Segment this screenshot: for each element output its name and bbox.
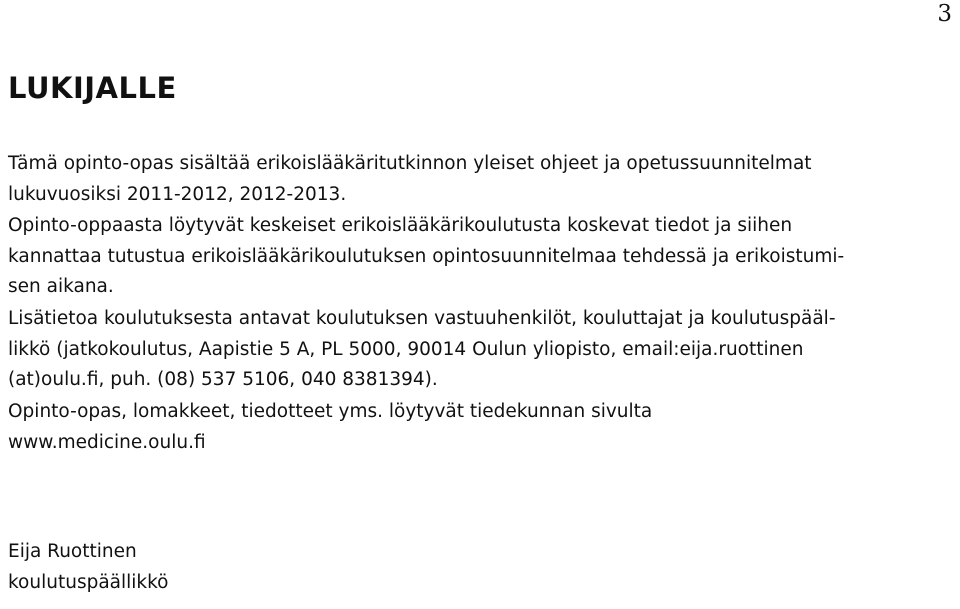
text-line: Lisätietoa koulutuksesta antavat koulutuksen vastuuhenkilöt, kouluttajat ja koulutuspääl- xyxy=(8,308,836,329)
text-line: kannattaa tutustua erikoislääkärikoulutuksen opintosuunnitelmaa tehdessä ja erikoistumi- xyxy=(8,245,845,267)
website-paragraph xyxy=(8,397,953,458)
text-line: Opinto-opas, lomakkeet, tiedotteet yms. löytyvät tiedekunnan sivulta xyxy=(8,401,653,422)
page-number: 3 xyxy=(937,1,952,27)
guide-info-paragraph xyxy=(8,211,953,303)
text-line: likkö (jatkokoulutus, Aapistie 5 A, PL 5000, 90014 Oulun yliopisto, email:eija.ruottinen xyxy=(8,338,804,360)
text-line: sen aikana. xyxy=(8,276,114,297)
signature-name: Eija Ruottinen xyxy=(8,541,137,562)
signature-block xyxy=(8,537,953,598)
contact-paragraph xyxy=(8,304,953,396)
text-line: (at)oulu.fi, puh. (08) 537 5106, 040 8381394). xyxy=(8,369,438,390)
text-line: Opinto-oppaasta löytyvät keskeiset erikoislääkärikoulutusta koskevat tiedot ja siihen xyxy=(8,215,793,236)
signature-role: koulutuspäällikkö xyxy=(8,571,169,593)
text-line: lukuvuosiksi 2011-2012, 2012-2013. xyxy=(8,183,347,205)
intro-paragraph xyxy=(8,149,953,210)
page-title: LUKIJALLE xyxy=(8,71,177,105)
text-line: Tämä opinto-opas sisältää erikoislääkäritutkinnon yleiset ohjeet ja opetussuunnitelmat xyxy=(8,153,812,174)
website-url: www.medicine.oulu.fi xyxy=(8,431,206,453)
